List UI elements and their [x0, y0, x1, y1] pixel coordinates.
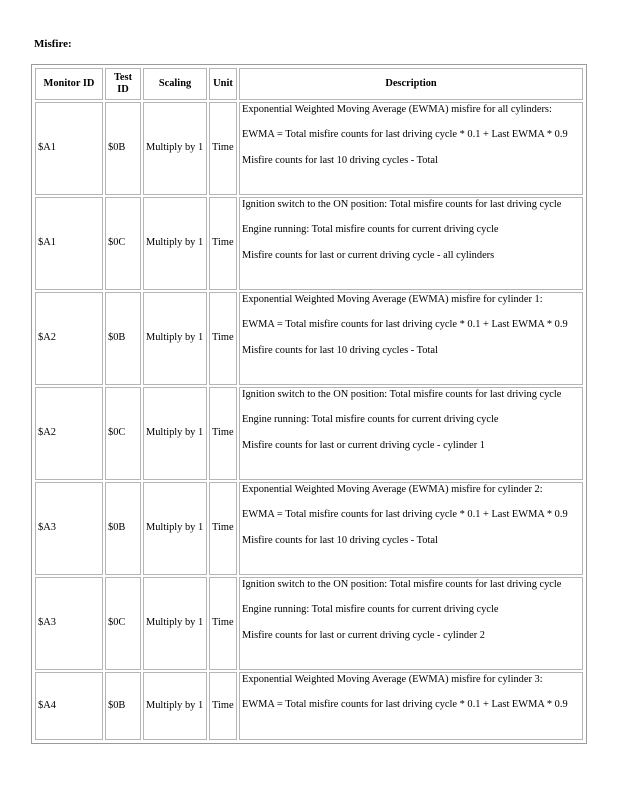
column-header-test-id: Test ID	[105, 68, 141, 100]
scaling-cell: Multiply by 1	[143, 102, 207, 195]
table-row	[35, 482, 583, 575]
scaling-cell: Multiply by 1	[143, 672, 207, 740]
monitor-id-cell: $A3	[35, 482, 103, 575]
table-row	[35, 387, 583, 480]
scaling-cell: Multiply by 1	[143, 197, 207, 290]
monitor-id-cell: $A2	[35, 387, 103, 480]
column-header-description: Description	[239, 68, 583, 100]
description-cell	[239, 102, 583, 195]
description-line: Ignition switch to the ON position: Total misfire counts for last driving cycle	[242, 389, 562, 400]
table-row	[35, 672, 583, 740]
test-id-cell: $0C	[105, 577, 141, 670]
scaling-cell: Multiply by 1	[143, 577, 207, 670]
test-id-cell: $0C	[105, 197, 141, 290]
description-line: Misfire counts for last 10 driving cycles - Total	[242, 154, 438, 166]
test-id-cell: $0C	[105, 387, 141, 480]
description-line: Misfire counts for last or current driving cycle - cylinder 1	[242, 439, 485, 451]
description-line: Exponential Weighted Moving Average (EWMA) misfire for cylinder 3:	[242, 674, 543, 685]
description-line: Misfire counts for last 10 driving cycles - Total	[242, 344, 438, 356]
misfire-table	[33, 66, 585, 742]
table-row	[35, 197, 583, 290]
unit-cell: Time	[209, 292, 237, 385]
description-line: Misfire counts for last 10 driving cycles - Total	[242, 534, 438, 546]
column-header-monitor-id: Monitor ID	[35, 68, 103, 100]
misfire-table-frame	[31, 64, 587, 744]
description-line: Exponential Weighted Moving Average (EWMA) misfire for cylinder 1:	[242, 294, 543, 305]
description-line: Exponential Weighted Moving Average (EWMA) misfire for all cylinders:	[242, 104, 552, 115]
description-line: EWMA = Total misfire counts for last driving cycle * 0.1 + Last EWMA * 0.9	[242, 129, 568, 141]
description-cell	[239, 482, 583, 575]
description-line: Ignition switch to the ON position: Total misfire counts for last driving cycle	[242, 579, 562, 590]
description-line: Engine running: Total misfire counts for current driving cycle	[242, 224, 499, 236]
scaling-cell: Multiply by 1	[143, 482, 207, 575]
monitor-id-cell: $A4	[35, 672, 103, 740]
section-title: Misfire:	[34, 38, 72, 50]
unit-cell: Time	[209, 482, 237, 575]
description-line: Misfire counts for last or current driving cycle - all cylinders	[242, 249, 495, 261]
description-line: Engine running: Total misfire counts for current driving cycle	[242, 604, 499, 616]
table-header-row	[35, 68, 583, 100]
unit-cell: Time	[209, 577, 237, 670]
test-id-cell: $0B	[105, 672, 141, 740]
description-line: Engine running: Total misfire counts for current driving cycle	[242, 414, 499, 426]
monitor-id-cell: $A1	[35, 197, 103, 290]
description-cell	[239, 387, 583, 480]
test-id-cell: $0B	[105, 482, 141, 575]
monitor-id-cell: $A3	[35, 577, 103, 670]
table-row	[35, 577, 583, 670]
unit-cell: Time	[209, 197, 237, 290]
test-id-cell: $0B	[105, 292, 141, 385]
test-id-cell: $0B	[105, 102, 141, 195]
scaling-cell: Multiply by 1	[143, 387, 207, 480]
description-line: Misfire counts for last or current driving cycle - cylinder 2	[242, 629, 485, 641]
scaling-cell: Multiply by 1	[143, 292, 207, 385]
description-line: EWMA = Total misfire counts for last driving cycle * 0.1 + Last EWMA * 0.9	[242, 319, 568, 331]
unit-cell: Time	[209, 387, 237, 480]
column-header-unit: Unit	[209, 68, 237, 100]
table-row	[35, 102, 583, 195]
description-line: EWMA = Total misfire counts for last driving cycle * 0.1 + Last EWMA * 0.9	[242, 699, 568, 711]
description-cell	[239, 197, 583, 290]
monitor-id-cell: $A2	[35, 292, 103, 385]
unit-cell: Time	[209, 672, 237, 740]
table-row	[35, 292, 583, 385]
unit-cell: Time	[209, 102, 237, 195]
description-line: EWMA = Total misfire counts for last driving cycle * 0.1 + Last EWMA * 0.9	[242, 509, 568, 521]
description-cell	[239, 292, 583, 385]
description-line: Exponential Weighted Moving Average (EWMA) misfire for cylinder 2:	[242, 484, 543, 495]
description-cell	[239, 577, 583, 670]
description-cell	[239, 672, 583, 740]
monitor-id-cell: $A1	[35, 102, 103, 195]
column-header-scaling: Scaling	[143, 68, 207, 100]
description-line: Ignition switch to the ON position: Total misfire counts for last driving cycle	[242, 199, 562, 210]
